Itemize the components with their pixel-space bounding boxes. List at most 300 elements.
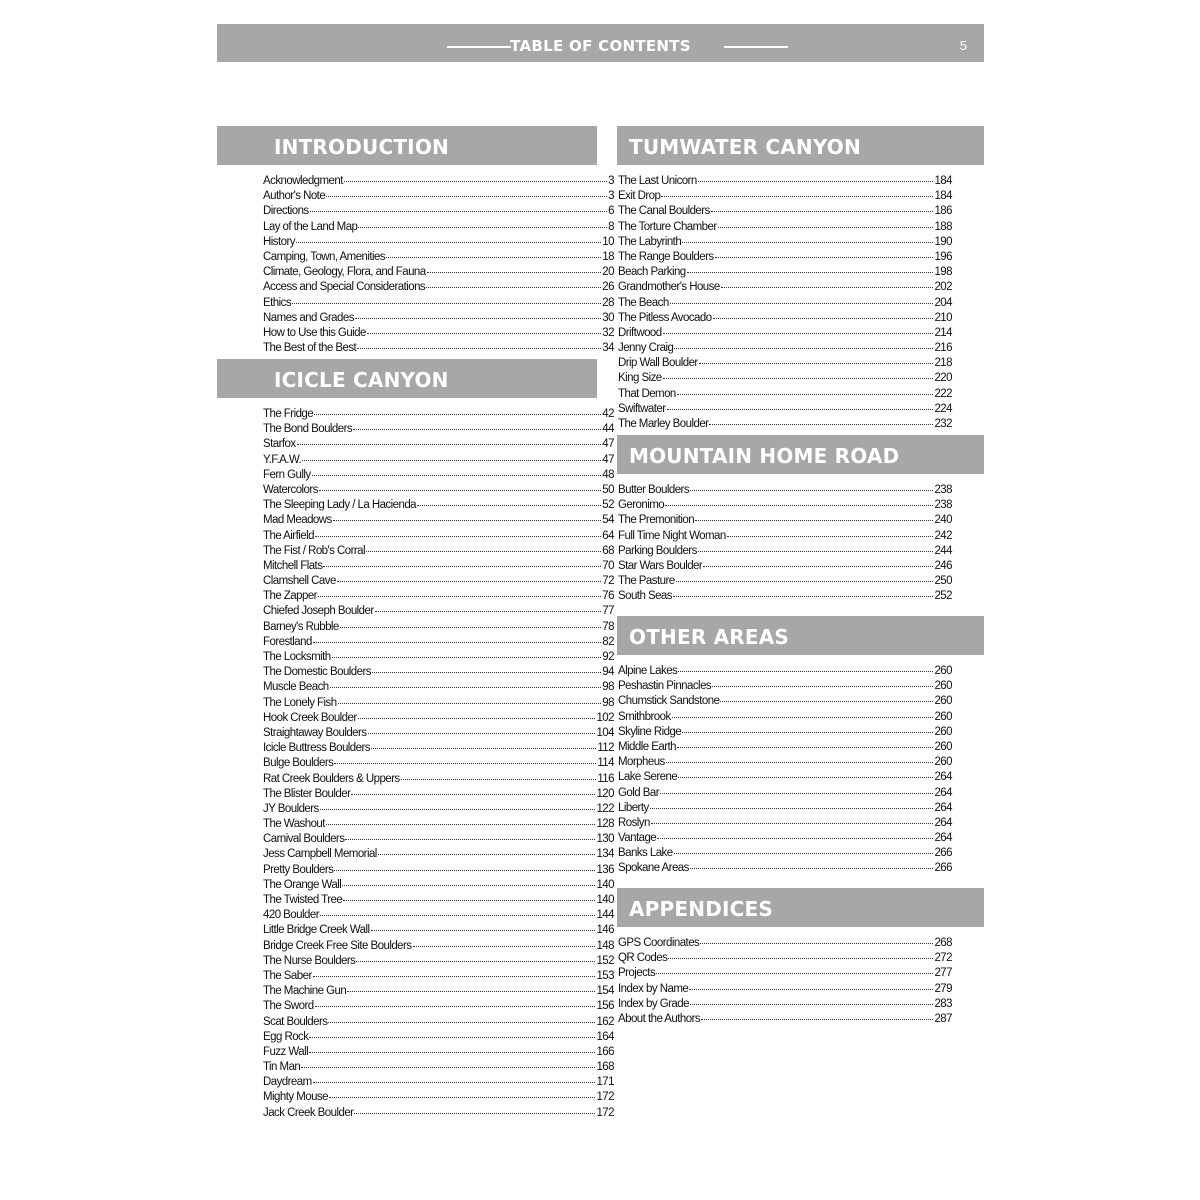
toc-entry[interactable] [618,204,952,219]
toc-entry[interactable] [263,544,614,559]
toc-entry-name: Daydream [263,1076,312,1089]
toc-entry[interactable] [263,189,614,204]
dot-leader [718,227,934,228]
toc-entry[interactable] [618,529,952,544]
toc-entry-name: Hook Creek Boulder [263,711,357,724]
section-title: APPENDICES [629,897,773,921]
toc-entry-page: 196 [934,250,952,263]
toc-entry[interactable] [618,801,952,816]
toc-entry-name: Barney's Rubble [263,620,339,633]
toc-entry[interactable] [618,951,952,966]
toc-entry-name: The Machine Gun [263,985,347,998]
toc-entry[interactable] [263,235,614,250]
dot-leader [320,809,596,810]
toc-entry[interactable] [618,559,952,574]
dot-leader [667,409,934,410]
toc-entry-page: 186 [934,205,952,218]
toc-entry[interactable] [618,574,952,589]
dot-leader [326,824,596,825]
toc-entry-name: Mitchell Flats [263,559,323,572]
dot-leader [323,566,601,567]
dot-leader [657,838,933,839]
toc-entry-name: The Sword [263,1000,314,1013]
toc-entry[interactable] [263,741,614,756]
toc-entry[interactable] [263,954,614,969]
toc-entry[interactable] [618,966,952,981]
toc-entry-name: The Nurse Boulders [263,954,356,967]
toc-entry-name: That Demon [618,387,676,400]
toc-entry-page: 136 [596,863,614,876]
toc-entry[interactable] [618,589,952,604]
dot-leader [666,762,934,763]
toc-entry[interactable] [263,1030,614,1045]
toc-entry-name: Directions [263,205,309,218]
toc-entry-name: Y.F.A.W. [263,453,302,466]
toc-entry-page: 184 [934,190,952,203]
toc-entry-page: 146 [596,924,614,937]
toc-entry-page: 260 [934,665,952,677]
toc-entry[interactable] [263,468,614,483]
toc-entry[interactable] [263,620,614,635]
toc-entry-page: 240 [934,514,952,527]
toc-entry[interactable] [263,665,614,680]
toc-entry[interactable] [618,755,952,770]
toc-entry[interactable] [618,220,952,235]
dot-leader [343,900,595,901]
dot-leader [315,536,601,537]
dot-leader [401,779,597,780]
toc-entry-page: 152 [596,954,614,967]
dot-leader [386,257,601,258]
page-title: TABLE OF CONTENTS [510,37,691,55]
toc-entry-name: Drip Wall Boulder [618,357,698,370]
toc-entry[interactable] [263,787,614,802]
toc-entry-page: 220 [934,372,952,385]
toc-entry[interactable] [263,817,614,832]
toc-entry[interactable] [618,513,952,528]
dot-leader [672,717,934,718]
toc-entry-name: Acknowledgment [263,175,343,187]
toc-entry[interactable] [618,997,952,1012]
section-entries [618,655,952,888]
toc-entry-page: 94 [602,666,614,679]
toc-entry-page: 20 [602,266,614,279]
toc-entry-page: 26 [602,281,614,294]
toc-entry[interactable] [263,756,614,771]
toc-entry[interactable] [618,296,952,311]
toc-entry[interactable] [263,250,614,265]
toc-entry-name: Peshastin Pinnacles [618,680,712,693]
toc-entry[interactable] [263,483,614,498]
toc-entry[interactable] [263,650,614,665]
toc-entry[interactable] [263,939,614,954]
toc-entry[interactable] [618,265,952,280]
toc-entry-page: 244 [934,544,952,557]
dot-leader [367,333,601,334]
toc-entry-name: Skyline Ridge [618,725,682,738]
toc-entry[interactable] [263,574,614,589]
toc-entry[interactable] [618,861,952,876]
toc-entry[interactable] [263,407,614,422]
section-mountain-home-road [617,435,984,616]
toc-entry[interactable] [263,204,614,219]
toc-entry-page: 260 [934,695,952,708]
toc-entry-page: 250 [934,575,952,588]
section-title: INTRODUCTION [274,135,449,159]
toc-entry[interactable] [263,589,614,604]
toc-entry-name: Scat Boulders [263,1015,328,1028]
toc-entry-name: The Range Boulders [618,250,714,263]
toc-entry-name: About the Authors [618,1012,701,1025]
dot-leader [358,227,607,228]
dot-leader [677,394,934,395]
toc-entry-name: Mighty Mouse [263,1091,328,1104]
toc-entry-page: 264 [934,816,952,829]
toc-entry-name: The Sleeping Lady / La Hacienda [263,499,417,512]
toc-entry[interactable] [618,544,952,559]
toc-entry[interactable] [263,847,614,862]
toc-entry-name: Ethics [263,296,292,309]
toc-entry-name: The Washout [263,818,325,831]
dot-leader [715,257,934,258]
toc-entry[interactable] [263,604,614,619]
dot-leader [690,1004,934,1005]
dot-leader [690,868,934,869]
toc-entry-page: 279 [934,982,952,995]
dot-leader [676,581,934,582]
toc-entry-page: 3 [608,175,614,187]
dot-leader [698,551,934,552]
toc-entry[interactable] [618,1012,952,1027]
section-header [217,126,597,165]
toc-entry[interactable] [618,483,952,498]
dot-leader [674,348,933,349]
toc-entry[interactable] [618,816,952,831]
toc-entry[interactable] [263,1060,614,1075]
toc-entry[interactable] [263,326,614,341]
toc-column-left [217,126,614,1121]
toc-entry-name: The Orange Wall [263,878,342,891]
toc-entry[interactable] [263,711,614,726]
toc-entry[interactable] [618,710,952,725]
section-title: MOUNTAIN HOME ROAD [629,444,900,468]
dot-leader [347,991,595,992]
toc-entry-name: The Blister Boulder [263,787,351,800]
toc-entry-page: 287 [934,1012,952,1025]
toc-entry-page: 264 [934,832,952,845]
section-header [617,435,984,474]
dot-leader [351,794,595,795]
toc-entry[interactable] [263,1015,614,1030]
toc-entry[interactable] [618,387,952,402]
dot-leader [721,287,934,288]
dot-leader [326,196,607,197]
toc-entry-name: JY Boulders [263,802,319,815]
toc-entry[interactable] [263,559,614,574]
toc-entry-page: 34 [602,342,614,355]
dot-leader [720,701,933,702]
toc-entry[interactable] [618,371,952,386]
toc-entry-name: Full Time Night Woman [618,529,726,542]
toc-entry[interactable] [263,832,614,847]
toc-entry-page: 283 [934,997,952,1010]
toc-entry[interactable] [618,402,952,417]
toc-entry-name: King Size [618,372,662,385]
toc-entry-page: 72 [602,575,614,588]
toc-entry[interactable] [263,498,614,513]
toc-entry-name: History [263,235,295,248]
toc-entry-page: 120 [596,787,614,800]
toc-entry[interactable] [263,893,614,908]
dot-leader [656,973,933,974]
toc-entry-name: Rat Creek Boulders & Uppers [263,772,400,785]
toc-entry-name: The Beach [618,296,669,309]
section-introduction [217,126,614,359]
toc-entry[interactable] [263,772,614,787]
dot-leader [366,551,601,552]
dot-leader [663,333,934,334]
toc-entry-name: Bulge Boulders [263,757,334,770]
dot-leader [314,414,601,415]
toc-entry[interactable] [263,969,614,984]
toc-entry[interactable] [618,356,952,371]
dot-leader [678,671,933,672]
toc-entry[interactable] [263,999,614,1014]
toc-entry-name: The Domestic Boulders [263,666,371,679]
toc-entry[interactable] [263,311,614,326]
toc-entry[interactable] [618,498,952,513]
dot-leader [309,1037,595,1038]
toc-entry-page: 44 [602,423,614,436]
dot-leader [371,748,596,749]
dot-leader [677,747,933,748]
dot-leader [709,424,933,425]
toc-entry-page: 166 [596,1045,614,1058]
toc-entry-name: The Pasture [618,575,675,588]
toc-entry-page: 122 [596,802,614,815]
toc-entry[interactable] [618,740,952,755]
toc-entry-page: 30 [602,311,614,324]
section-entries [263,398,614,1121]
toc-entry-name: Star Wars Boulder [618,559,703,572]
dot-leader [375,611,602,612]
toc-entry-name: 420 Boulder [263,909,319,922]
toc-entry-page: 144 [596,909,614,922]
toc-entry-page: 156 [596,1000,614,1013]
dot-leader [660,793,933,794]
page-number: 5 [959,38,967,53]
toc-entry-name: Clamshell Cave [263,575,336,588]
toc-entry-page: 128 [596,818,614,831]
dot-leader [695,520,933,521]
toc-entry-name: The Best of the Best [263,342,357,355]
toc-entry-page: 264 [934,771,952,784]
toc-entry-page: 232 [934,418,952,430]
toc-entry-page: 266 [934,862,952,875]
toc-entry[interactable] [618,280,952,295]
toc-entry[interactable] [263,437,614,452]
toc-entry[interactable] [618,725,952,740]
dot-leader [698,181,934,182]
toc-entry-page: 172 [596,1106,614,1119]
toc-entry[interactable] [263,802,614,817]
toc-entry-name: The Marley Boulder [618,418,709,430]
toc-entry-page: 98 [602,681,614,694]
toc-entry-name: The Canal Boulders [618,205,710,218]
toc-entry-name: Icicle Buttress Boulders [263,742,370,755]
toc-entry-page: 210 [934,311,952,324]
toc-entry-page: 78 [602,620,614,633]
toc-entry-page: 216 [934,342,952,355]
toc-entry-name: Lay of the Land Map [263,220,358,233]
toc-entry[interactable] [618,250,952,265]
toc-entry-page: 54 [602,514,614,527]
toc-entry[interactable] [263,696,614,711]
toc-entry[interactable] [618,341,952,356]
toc-entry-page: 76 [602,590,614,603]
toc-entry-name: Names and Grades [263,311,354,324]
toc-entry[interactable] [263,1090,614,1105]
toc-entry[interactable] [263,341,614,356]
dot-leader [313,976,596,977]
dot-leader [668,958,933,959]
toc-entry[interactable] [263,453,614,468]
toc-entry-name: Chiefed Joseph Boulder [263,605,374,618]
dot-leader [678,777,933,778]
toc-entry-page: 92 [602,651,614,663]
toc-entry[interactable] [263,680,614,695]
dot-leader [371,930,596,931]
dot-leader [711,211,934,212]
toc-entry[interactable] [263,908,614,923]
toc-entry-name: Exit Drop [618,190,661,203]
toc-entry-name: Mad Meadows [263,514,332,527]
dot-leader [328,1022,595,1023]
toc-entry-page: 77 [602,605,614,618]
toc-entry-name: Banks Lake [618,847,673,860]
toc-entry-name: Parking Boulders [618,544,697,557]
dot-leader [368,733,596,734]
toc-entry[interactable] [618,174,952,189]
toc-entry[interactable] [263,220,614,235]
toc-entry[interactable] [618,664,952,679]
toc-entry[interactable] [618,846,952,861]
toc-entry[interactable] [263,529,614,544]
toc-entry[interactable] [263,635,614,650]
toc-entry[interactable] [618,189,952,204]
dot-leader [650,808,934,809]
toc-entry[interactable] [263,1106,614,1121]
toc-entry-name: Spokane Areas [618,862,689,875]
toc-entry[interactable] [618,417,952,432]
toc-entry-name: Beach Parking [618,266,686,279]
toc-entry-page: 148 [596,939,614,952]
toc-entry-page: 114 [597,757,614,770]
toc-entry-page: 8 [608,220,614,233]
toc-entry-page: 204 [934,296,952,309]
toc-entry[interactable] [263,923,614,938]
toc-entry-name: The Labyrinth [618,235,682,248]
toc-entry[interactable] [618,982,952,997]
toc-entry[interactable] [263,984,614,999]
toc-entry[interactable] [618,786,952,801]
toc-entry-name: South Seas [618,590,672,603]
toc-entry-page: 224 [934,402,952,415]
dot-leader [313,1082,596,1083]
dot-leader [690,490,933,491]
toc-entry-page: 238 [934,499,952,512]
section-title: OTHER AREAS [629,625,790,649]
toc-entry-name: Access and Special Considerations [263,281,426,294]
toc-entry[interactable] [618,311,952,326]
toc-entry[interactable] [263,1045,614,1060]
toc-entry-page: 218 [934,357,952,370]
toc-entry[interactable] [618,770,952,785]
toc-entry[interactable] [263,878,614,893]
dot-leader [333,520,602,521]
header-rule-right [724,46,788,48]
toc-entry-name: Swiftwater [618,402,666,415]
toc-entry[interactable] [618,679,952,694]
toc-entry-page: 238 [934,484,952,496]
toc-entry-name: The Last Unicorn [618,175,697,187]
toc-entry-page: 198 [934,266,952,279]
section-header [617,126,984,165]
toc-entry[interactable] [263,422,614,437]
dot-leader [340,627,602,628]
toc-entry-page: 277 [934,967,952,980]
toc-entry-page: 264 [934,786,952,799]
toc-entry-name: Alpine Lakes [618,665,678,677]
toc-entry[interactable] [263,265,614,280]
dot-leader [302,460,601,461]
toc-entry[interactable] [618,936,952,951]
toc-entry-name: Roslyn [618,816,650,829]
toc-entry-name: Climate, Geology, Flora, and Fauna [263,266,426,279]
toc-entry-name: The Premonition [618,514,695,527]
toc-entry[interactable] [618,235,952,250]
section-other-areas [617,616,984,888]
dot-leader [426,287,601,288]
dot-leader [413,946,596,947]
dot-leader [345,839,595,840]
dot-leader [713,318,934,319]
toc-entry-page: 222 [934,387,952,400]
toc-entry-page: 140 [596,878,614,891]
dot-leader [670,303,934,304]
toc-entry[interactable] [618,694,952,709]
toc-entry-page: 153 [596,969,614,982]
toc-entry[interactable] [618,326,952,341]
toc-entry[interactable] [263,296,614,311]
toc-entry[interactable] [263,863,614,878]
toc-entry-page: 190 [934,235,952,248]
toc-entry-name: How to Use this Guide [263,326,366,339]
toc-entry[interactable] [263,513,614,528]
toc-entry-name: Starfox [263,438,296,451]
toc-entry[interactable] [263,280,614,295]
toc-entry[interactable] [263,1075,614,1090]
toc-entry[interactable] [618,831,952,846]
toc-entry-name: Middle Earth [618,740,676,753]
dot-leader [661,196,933,197]
toc-entry-name: Pretty Boulders [263,863,334,876]
toc-entry-name: Driftwood [618,326,662,339]
toc-entry[interactable] [263,726,614,741]
toc-entry-page: 47 [602,453,614,466]
toc-entry[interactable] [263,174,614,189]
dot-leader [330,687,602,688]
